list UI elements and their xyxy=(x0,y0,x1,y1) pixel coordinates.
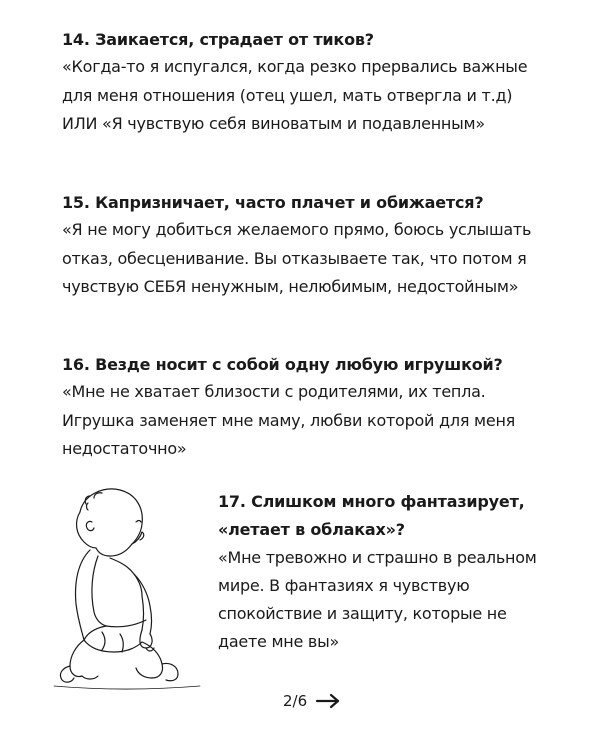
question-14 xyxy=(62,27,552,139)
question-15 xyxy=(62,190,552,302)
question-15-body: «Я не могу добиться желаемого прямо, боюсь услышать отказ, обесценивание. Вы отказываете так, что потом я чувствую СЕБЯ ненужным, нелюбимым, недостойным» xyxy=(62,220,532,296)
question-16-body: «Мне не хватает близости с родителями, их тепла. Игрушка заменяет мне маму, любви которой для меня недостаточно» xyxy=(62,382,516,458)
question-16 xyxy=(62,352,552,464)
question-17 xyxy=(218,488,558,656)
pager[interactable] xyxy=(283,692,341,710)
baby-illustration xyxy=(40,482,212,697)
question-17-title: 17. Слишком много фантазирует, «летает в облаках»? xyxy=(218,492,525,539)
arrow-right-icon[interactable] xyxy=(315,693,341,709)
question-14-title: 14. Заикается, страдает от тиков? xyxy=(62,30,374,49)
page-indicator: 2/6 xyxy=(283,692,308,710)
sitting-baby-icon xyxy=(40,482,212,697)
question-16-title: 16. Везде носит с собой одну любую игрушкой? xyxy=(62,355,503,374)
question-15-title: 15. Капризничает, часто плачет и обижается? xyxy=(62,193,484,212)
question-14-body: «Когда-то я испугался, когда резко прервались важные для меня отношения (отец ушел, мать отвергла и т.д) ИЛИ «Я чувствую себя виноватым и подавленным» xyxy=(62,57,528,133)
question-17-body: «Мне тревожно и страшно в реальном мире. В фантазиях я чувствую спокойствие и защиту, которые не даете мне вы» xyxy=(218,548,537,651)
